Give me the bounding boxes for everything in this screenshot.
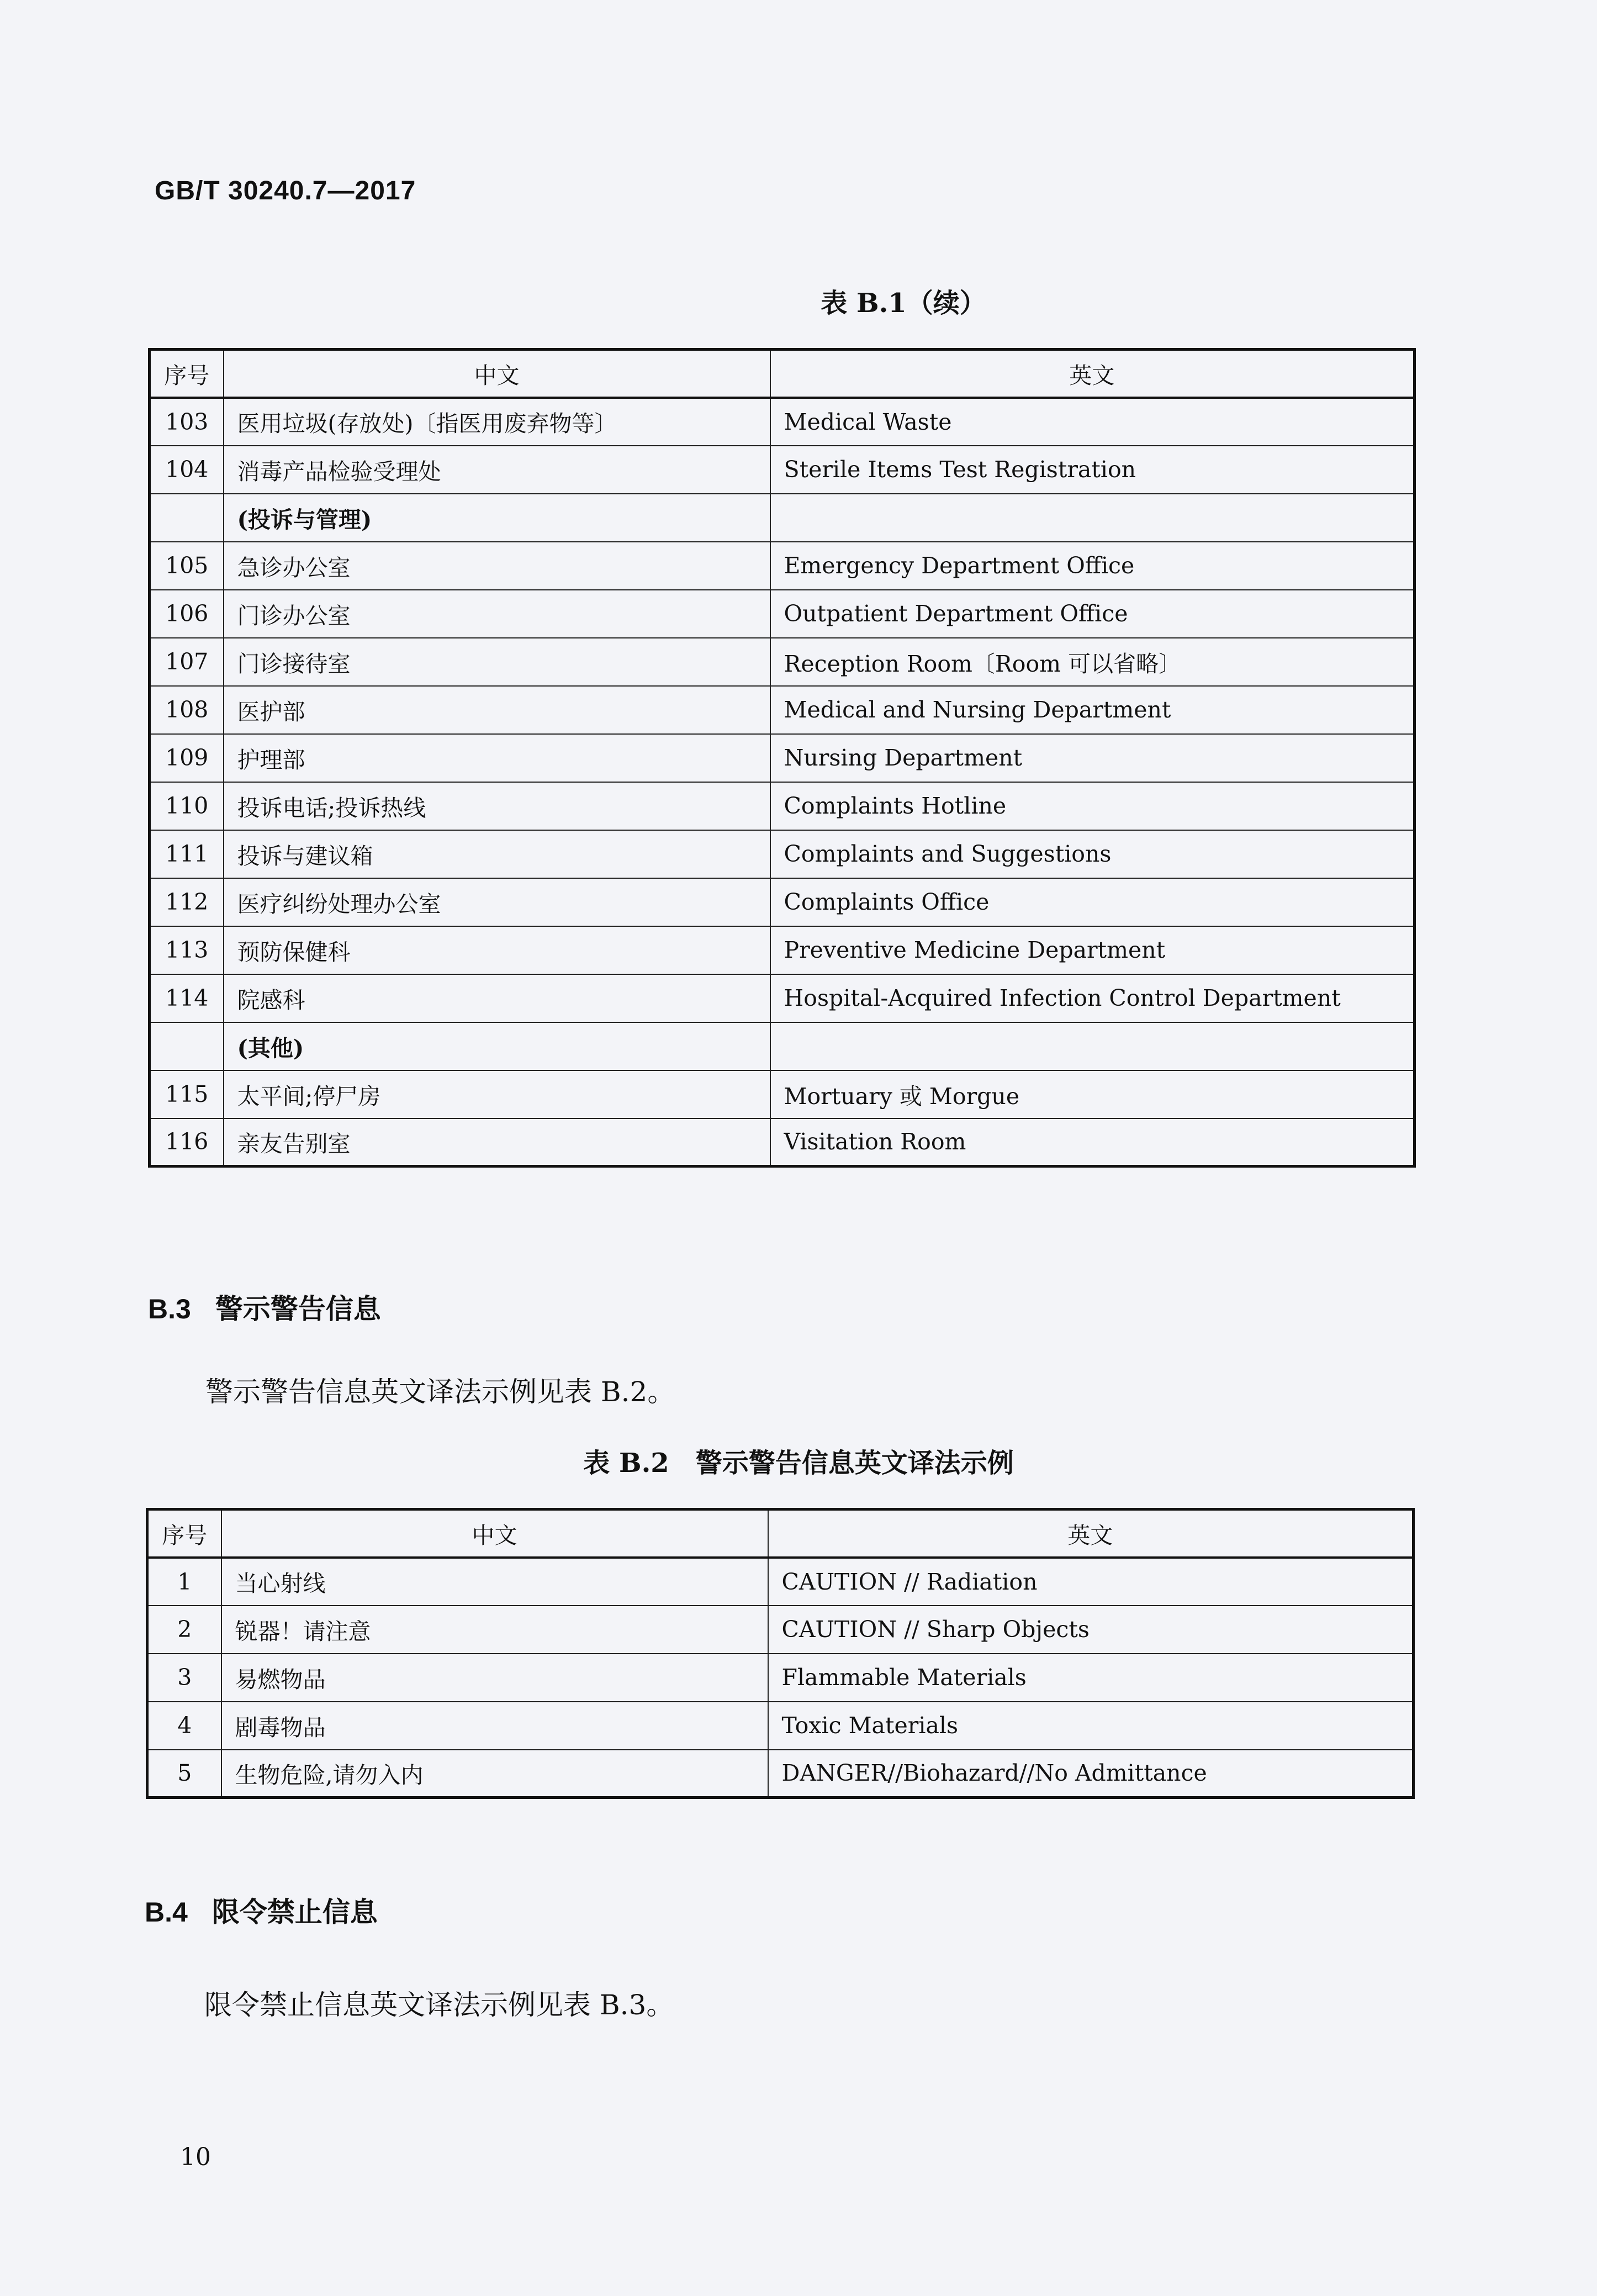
table-row [147,1654,1414,1702]
section-b4-paragraph: 限令禁止信息英文译法示例见表 B.3。 [204,1989,674,2021]
row-number: 115 [150,1070,224,1118]
row-chinese: 门诊接待室 [224,638,770,686]
row-chinese: 亲友告别室 [224,1118,770,1167]
table-row [147,1606,1414,1654]
row-number [150,494,224,542]
column-header-english: 英文 [768,1509,1414,1558]
row-english: Medical Waste [770,398,1415,446]
standard-id: GB/T 30240.7—2017 [155,176,416,205]
row-chinese: 院感科 [224,974,770,1022]
row-chinese: 护理部 [224,734,770,782]
row-number: 4 [147,1702,221,1750]
row-english: Complaints and Suggestions [770,830,1415,878]
table-row [150,590,1415,638]
row-number: 110 [150,782,224,830]
row-chinese: 门诊办公室 [224,590,770,638]
table-b2-header-row [147,1509,1414,1558]
section-title: 警示警告信息 [215,1292,381,1325]
row-subheading: (投诉与管理) [224,494,770,542]
row-english: DANGER//Biohazard//No Admittance [768,1750,1414,1798]
table-row [147,1750,1414,1798]
row-chinese: 生物危险,请勿入内 [221,1750,768,1798]
row-english: Flammable Materials [768,1654,1414,1702]
table-row [147,1558,1414,1606]
row-english: CAUTION // Sharp Objects [768,1606,1414,1654]
row-number: 2 [147,1606,221,1654]
table-row [150,446,1415,494]
table-subheading-row [150,494,1415,542]
row-number: 1 [147,1558,221,1606]
table-b1 [148,348,1416,1168]
row-english: Medical and Nursing Department [770,686,1415,734]
table-row [150,542,1415,590]
table-row [150,398,1415,446]
row-number: 111 [150,830,224,878]
table-row [150,830,1415,878]
table-b1-header-row [150,350,1415,398]
row-english: Visitation Room [770,1118,1415,1167]
row-english [770,494,1415,542]
row-chinese: 预防保健科 [224,926,770,974]
section-b4-heading [145,1890,378,1930]
row-number: 103 [150,398,224,446]
row-chinese: 医用垃圾(存放处)〔指医用废弃物等〕 [224,398,770,446]
column-header-number: 序号 [147,1509,221,1558]
table-b2-caption: 表 B.2 警示警告信息英文译法示例 [583,1448,1014,1479]
row-english [770,1022,1415,1070]
table-row [147,1702,1414,1750]
section-title: 限令禁止信息 [211,1896,378,1928]
table-row [150,638,1415,686]
table-row [150,1118,1415,1167]
row-chinese: 医护部 [224,686,770,734]
row-english: Outpatient Department Office [770,590,1415,638]
section-b3-heading [148,1287,381,1327]
row-english: Complaints Hotline [770,782,1415,830]
row-chinese: 投诉电话;投诉热线 [224,782,770,830]
row-english: Hospital-Acquired Infection Control Department [770,974,1415,1022]
row-number [150,1022,224,1070]
section-number: B.3 [148,1294,191,1324]
row-english: Mortuary 或 Morgue [770,1070,1415,1118]
page-number: 10 [180,2143,211,2171]
row-number: 116 [150,1118,224,1167]
row-english: Complaints Office [770,878,1415,926]
row-english: Reception Room〔Room 可以省略〕 [770,638,1415,686]
table-row [150,974,1415,1022]
row-chinese: 消毒产品检验受理处 [224,446,770,494]
row-number: 108 [150,686,224,734]
row-number: 113 [150,926,224,974]
row-english: Toxic Materials [768,1702,1414,1750]
row-number: 112 [150,878,224,926]
row-number: 107 [150,638,224,686]
row-number: 3 [147,1654,221,1702]
row-chinese: 当心射线 [221,1558,768,1606]
table-row [150,782,1415,830]
table-row [150,878,1415,926]
section-number: B.4 [145,1897,188,1928]
row-chinese: 剧毒物品 [221,1702,768,1750]
section-b3-paragraph: 警示警告信息英文译法示例见表 B.2。 [205,1376,675,1408]
row-english: Emergency Department Office [770,542,1415,590]
row-chinese: 锐器！请注意 [221,1606,768,1654]
row-number: 5 [147,1750,221,1798]
table-row [150,1070,1415,1118]
table-row [150,734,1415,782]
row-english: Sterile Items Test Registration [770,446,1415,494]
row-number: 114 [150,974,224,1022]
row-number: 105 [150,542,224,590]
column-header-chinese: 中文 [224,350,770,398]
row-chinese: 太平间;停尸房 [224,1070,770,1118]
row-number: 104 [150,446,224,494]
table-b1-caption: 表 B.1（续） [821,288,986,319]
table-row [150,926,1415,974]
row-english: Preventive Medicine Department [770,926,1415,974]
row-number: 106 [150,590,224,638]
row-chinese: 医疗纠纷处理办公室 [224,878,770,926]
column-header-number: 序号 [150,350,224,398]
row-number: 109 [150,734,224,782]
column-header-chinese: 中文 [221,1509,768,1558]
row-chinese: 投诉与建议箱 [224,830,770,878]
row-english: CAUTION // Radiation [768,1558,1414,1606]
table-subheading-row [150,1022,1415,1070]
table-row [150,686,1415,734]
row-chinese: 急诊办公室 [224,542,770,590]
row-english: Nursing Department [770,734,1415,782]
table-b2 [146,1508,1415,1799]
row-chinese: 易燃物品 [221,1654,768,1702]
column-header-english: 英文 [770,350,1415,398]
row-subheading: (其他) [224,1022,770,1070]
